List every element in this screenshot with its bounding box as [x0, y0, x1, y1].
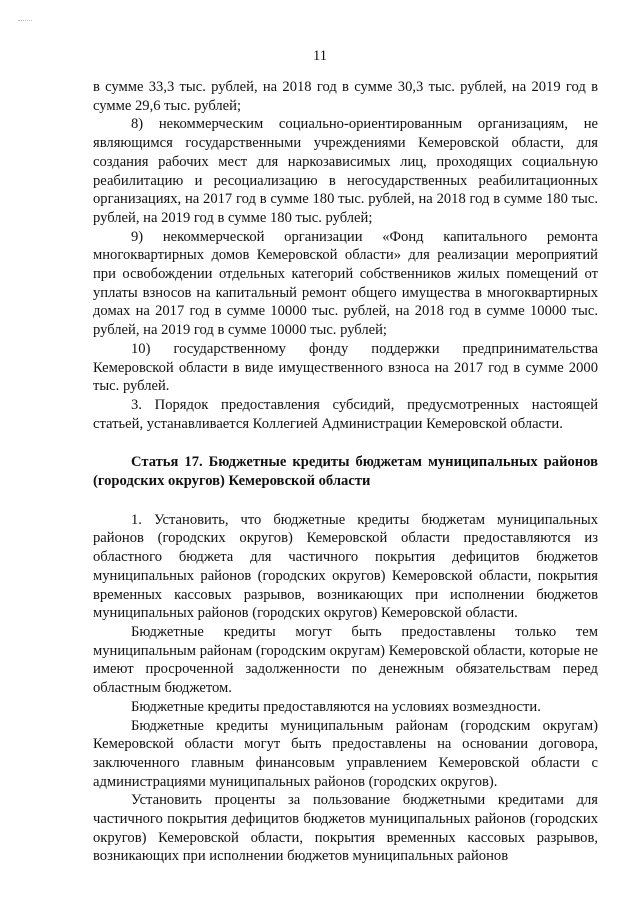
paragraph-continuation: в сумме 33,3 тыс. рублей, на 2018 год в сумме 30,3 тыс. рублей, на 2019 год в сумме 29,6 тыс. рублей;	[93, 79, 598, 114]
paragraph-item-8: 8) некоммерческим социально-ориентированным организациям, не являющимся государственными учреждениями Кемеровской области, для создания рабочих мест для наркозависимых лиц, проходящих социальную реабилитацию и ресоциализацию в негосударственных реабилитационных организациях, на 2017 год в сумме 180 тыс. рублей, на 2018 год в сумме 180 тыс. рублей, на 2019 год в сумме 180 тыс. рублей;	[93, 116, 598, 226]
article-heading: Статья 17. Бюджетные кредиты бюджетам муниципальных районов (городских округов) Кемеровской области	[93, 454, 598, 490]
paragraph-item-9: 9) некоммерческой организации «Фонд капитального ремонта многоквартирных домов Кемеровской области» для реализации мероприятий при освобождении отдельных категорий собственников жилых помещений от уплаты взносов на капитальный ремонт общего имущества в многоквартирных домах на 2017 год в сумме 10000 тыс. рублей, на 2018 год в сумме 10000 тыс. рублей, на 2019 год в сумме 10000 тыс. рублей;	[93, 228, 598, 339]
document-body	[93, 78, 598, 866]
scan-mark	[18, 20, 32, 25]
article-paragraph-4: Бюджетные кредиты муниципальным районам (городским округам) Кемеровской области могут быть предоставлены на основании договора, заключенного главным финансовым управлением Кемеровской области с администрациями муниципальных районов (городских округов).	[93, 717, 598, 790]
article-paragraph-3: Бюджетные кредиты предоставляются на условиях возмездности.	[131, 698, 541, 715]
paragraph-item-10: 10) государственному фонду поддержки предпринимательства Кемеровской области в виде имущественного взноса на 2017 год в сумме 2000 тыс. рублей.	[93, 340, 598, 395]
article-paragraph-5: Установить проценты за пользование бюджетными кредитами для частичного покрытия дефицитов бюджетов муниципальных районов (городских округов) Кемеровской области, покрытия временных кассовых разрывов, возникающих при исполнении бюджетов муниципальных районов	[93, 792, 598, 865]
paragraph-clause-3: 3. Порядок предоставления субсидий, предусмотренных настоящей статьей, устанавливается Коллегией Администрации Кемеровской области.	[93, 396, 598, 432]
article-paragraph-1: 1. Установить, что бюджетные кредиты бюджетам муниципальных районов (городских округов) Кемеровской области предоставляются из областного бюджета для частичного покрытия дефицитов бюджетов муниципальных районов (городских округов) Кемеровской области, покрытия временных кассовых разрывов, возникающих при исполнении бюджетов муниципальных районов (городских округов) Кемеровской области.	[93, 511, 598, 622]
article-paragraph-2: Бюджетные кредиты могут быть предоставлены только тем муниципальным районам (городским округам) Кемеровской области, которые не имеют просроченной задолженности по денежным обязательствам перед областным бюджетом.	[93, 623, 598, 697]
page-number: 11	[313, 48, 327, 64]
